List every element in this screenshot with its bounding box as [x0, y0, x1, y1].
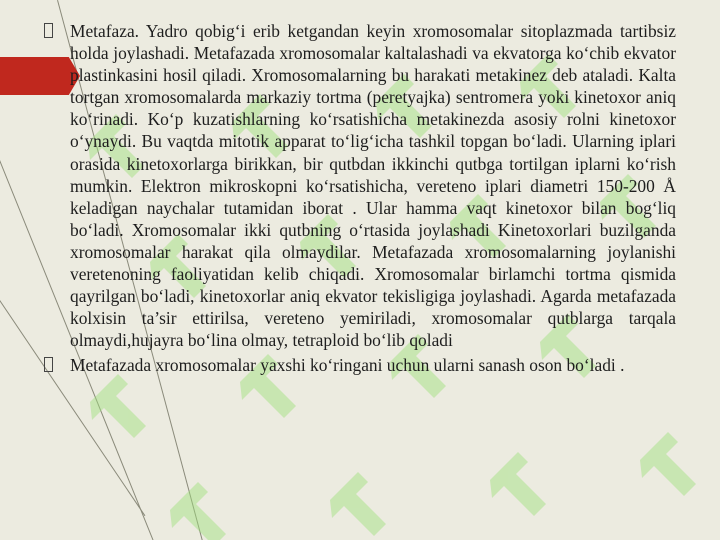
bullet-paragraph — [40, 20, 676, 351]
slide-body — [40, 20, 676, 380]
bullet-paragraph — [40, 354, 676, 376]
bullet-icon — [44, 357, 53, 372]
paragraph-text: Metafazada xromosomalar yaxshi ko‘ringani uchun ularni sanash oson bo‘ladi . — [70, 355, 625, 376]
bullet-icon — [44, 23, 53, 38]
paragraph-text: Metafaza. Yadro qobig‘i erib ketgandan keyin xromosomalar sitoplazmada tartibsiz holda joylashadi. Metafazada xromosomalar kaltalashadi va ekvatorga ko‘chib ekvator plastinkasini hosil qiladi. Xromosomalarning bu harakati metakinez deb ataladi. Kalta tortgan xromosomalarda markaziy tortma (peretyajka) sentromera yoki kinetoxor aniq ko‘rinadi. Ko‘p kuzatishlarning ko‘rsatishicha metakinezda asosiy rolni kinetoxor o‘ynaydi. Bu vaqtda mitotik apparat to‘lig‘icha tashkil topgan bo‘ladi. Ularning iplari orasida kinetoxorlarga birikkan, bir qutbdan ikkinchi qutbga tortilgan iplarni ko‘rish mumkin. Elektron mikroskopni ko‘rsatishicha, vereteno iplari diametri 150-200 Å keladigan naychalar tutamidan iborat . Ular hamma vaqt kinetoxor bilan bog‘liq bo‘ladi. Xromosomalar ikki qutbning o‘rtasida joylashadi Kinetoxorlari buzilganda xromosomalar harakat qila olmaydilar. Metafazada xromosomalarning joylanishi veretenoning faoliyatidan kelib chiqadi. Xromosomalar birlamchi tortma qismida qayrilgan bo‘ladi, kinetoxorlar aniq ekvator tekisligiga joylashadi. Agarda metafazada kolxisin ta’sir ettirilsa, vereteno yemiriladi, xromosomalar qutblarga tarqala olmaydi,hujayra bo‘lina olmay, tetraploid bo‘lib qoladi — [70, 21, 676, 351]
